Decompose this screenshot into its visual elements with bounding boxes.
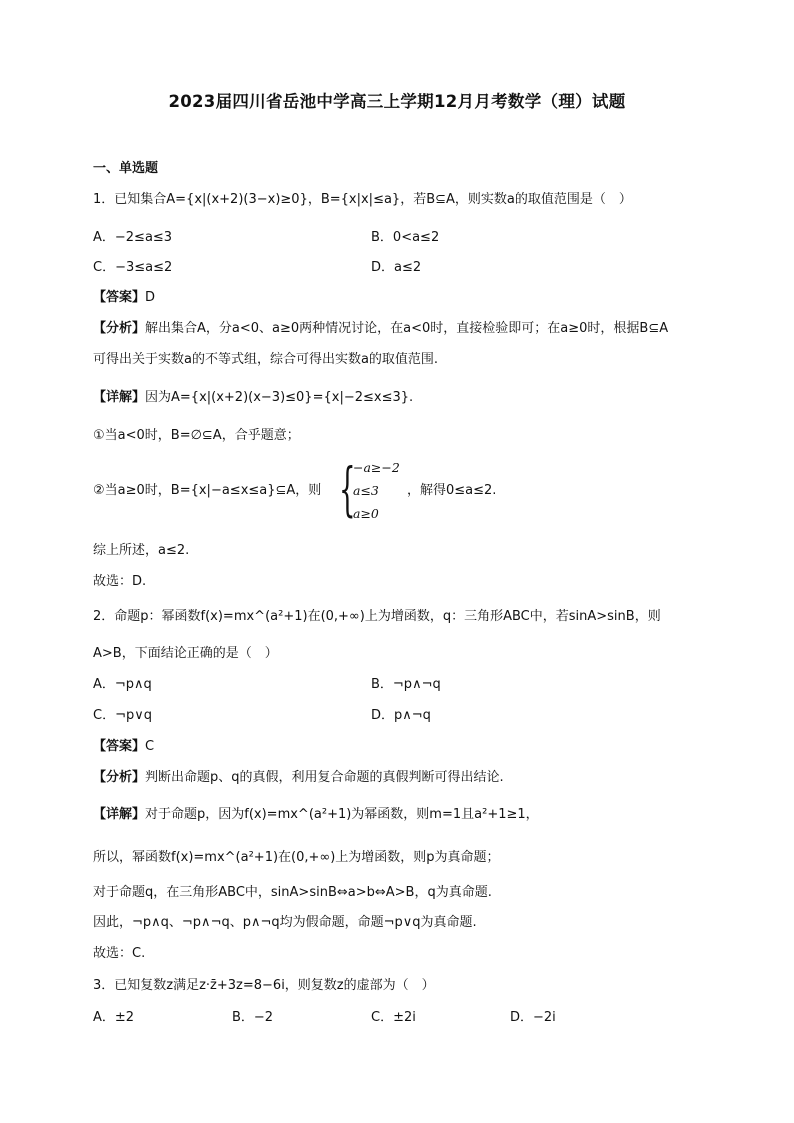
q1-case-2-result: ，解得0≤a≤2. xyxy=(407,483,497,498)
answer-tag: 【答案】 xyxy=(93,739,146,754)
q2-analysis-line-1 xyxy=(93,769,504,787)
detail-tag: 【详解】 xyxy=(93,807,146,822)
q2-stem-line-2: A>B，下面结论正确的是（ ） xyxy=(93,646,278,661)
brace-symbol: { xyxy=(339,455,356,523)
q1-case-1: ①当a<0时，B=∅⊆A，合乎题意； xyxy=(93,428,300,443)
q1-option-d: D．a≤2 xyxy=(371,260,422,275)
q1-stem: 1．已知集合A={x|(x+2)(3−x)≥0}，B={x|x|≤a}，若B⊆A，则实数a的取值范围是（ ） xyxy=(93,192,632,207)
inequality-row-1: −a≥−2 xyxy=(353,460,400,475)
q3-option-b: B．−2 xyxy=(232,1010,274,1025)
q2-option-d: D．p∧¬q xyxy=(371,708,431,723)
q1-summary: 综上所述，a≤2. xyxy=(93,543,190,558)
q2-option-a: A．¬p∧q xyxy=(93,677,152,692)
q2-detail-line-3: 对于命题q，在三角形ABC中，sinA>sinB⇔a>b⇔A>B，q为真命题. xyxy=(93,885,492,900)
inequality-row-2: a≤3 xyxy=(353,483,379,498)
q3-option-c: C．±2i xyxy=(371,1010,416,1025)
inequality-row-3: a≥0 xyxy=(353,506,379,521)
q2-detail-line-1 xyxy=(93,806,539,824)
q1-option-a: A．−2≤a≤3 xyxy=(93,230,173,245)
q1-inequality-system xyxy=(339,455,409,526)
detail-text: 因为A={x|(x+2)(x−3)≤0}={x|−2≤x≤3}. xyxy=(145,390,414,405)
q1-analysis-line-2: 可得出关于实数a的不等式组，综合可得出实数a的取值范围. xyxy=(93,352,439,367)
detail-tag: 【详解】 xyxy=(93,390,146,405)
q1-option-c: C．−3≤a≤2 xyxy=(93,260,173,275)
q2-detail-line-2: 所以，幂函数f(x)=mx^(a²+1)在(0,+∞)上为增函数，则p为真命题； xyxy=(93,850,500,865)
q3-stem: 3．已知复数z满足z·z̄+3z=8−6i，则复数z的虚部为（ ） xyxy=(93,978,435,993)
analysis-tag: 【分析】 xyxy=(93,770,146,785)
q1-detail-line-1 xyxy=(93,389,413,407)
q2-choice: 故选：C. xyxy=(93,946,146,961)
q2-option-b: B．¬p∧¬q xyxy=(371,677,441,692)
answer-value: C xyxy=(145,739,155,754)
page-title: 2023届四川省岳池中学高三上学期12月月考数学（理）试题 xyxy=(168,92,626,111)
answer-value: D xyxy=(145,290,156,305)
q1-option-b: B．0<a≤2 xyxy=(371,230,440,245)
q2-stem-line-1: 2．命题p：幂函数f(x)=mx^(a²+1)在(0,+∞)上为增函数，q：三角形ABC中，若sinA>sinB，则 xyxy=(93,609,661,624)
q1-choice: 故选：D. xyxy=(93,574,147,589)
analysis-tag: 【分析】 xyxy=(93,321,146,336)
answer-tag: 【答案】 xyxy=(93,290,146,305)
q2-detail-line-4: 因此，¬p∧q、¬p∧¬q、p∧¬q均为假命题，命题¬p∨q为真命题. xyxy=(93,915,477,930)
q1-analysis-line-1 xyxy=(93,320,668,338)
q3-option-a: A．±2 xyxy=(93,1010,135,1025)
q2-answer xyxy=(93,738,154,756)
analysis-text: 判断出命题p、q的真假，利用复合命题的真假判断可得出结论. xyxy=(145,770,504,785)
q3-option-d: D．−2i xyxy=(510,1010,556,1025)
detail-text: 对于命题p，因为f(x)=mx^(a²+1)为幂函数，则m=1且a²+1≥1， xyxy=(145,807,539,822)
q1-case-2-intro: ②当a≥0时，B={x|−a≤x≤a}⊆A，则 xyxy=(93,483,322,498)
q2-option-c: C．¬p∨q xyxy=(93,708,152,723)
analysis-text: 解出集合A，分a<0、a≥0两种情况讨论，在a<0时，直接检验即可；在a≥0时，根据B⊆A xyxy=(145,321,669,336)
q1-answer xyxy=(93,289,155,307)
section-heading: 一、单选题 xyxy=(93,161,159,176)
